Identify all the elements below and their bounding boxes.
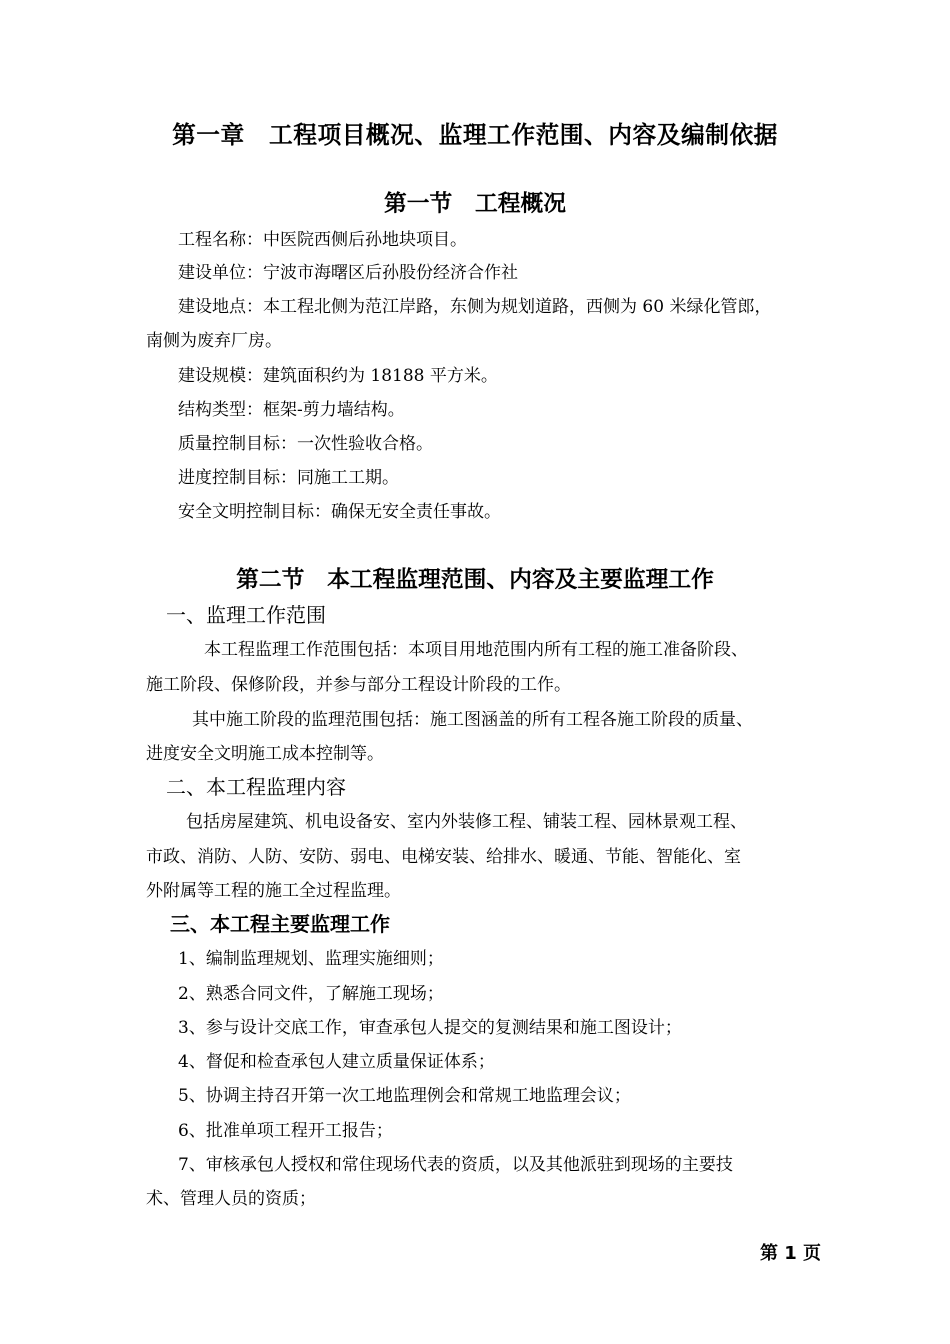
scale-line: 建设规模：建筑面积约为 18188 平方米。 [178,366,498,386]
main-work-item: 5、协调主持召开第一次工地监理例会和常规工地监理会议； [178,1086,631,1106]
section-1-title: 第一节 工程概况 [384,191,566,217]
scope-line: 进度安全文明施工成本控制等。 [146,744,384,764]
location-line: 建设地点：本工程北侧为范江岸路，东侧为规划道路，西侧为 60 米绿化管郎， [178,297,772,317]
main-work-item: 2、熟悉合同文件，了解施工现场； [178,984,444,1004]
scope-line: 施工阶段、保修阶段，并参与部分工程设计阶段的工作。 [146,675,571,695]
project-name-line: 工程名称：中医院西侧后孙地块项目。 [178,230,467,250]
content-heading: 二、本工程监理内容 [166,775,346,799]
schedule-target-line: 进度控制目标：同施工工期。 [178,468,399,488]
scope-line: 其中施工阶段的监理范围包括：施工图涵盖的所有工程各施工阶段的质量、 [192,710,753,730]
scope-heading: 一、监理工作范围 [166,603,326,627]
quality-target-line: 质量控制目标：一次性验收合格。 [178,434,433,454]
main-work-item: 4、督促和检查承包人建立质量保证体系； [178,1052,495,1072]
structure-line: 结构类型：框架-剪力墙结构。 [178,400,405,420]
main-work-item: 1、编制监理规划、监理实施细则； [178,949,444,969]
main-work-item: 6、批准单项工程开工报告； [178,1121,393,1141]
main-work-item-cont: 术、管理人员的资质； [146,1189,316,1209]
content-line: 市政、消防、人防、安防、弱电、电梯安装、给排水、暖通、节能、智能化、室 [146,847,741,867]
chapter-title: 第一章 工程项目概况、监理工作范围、内容及编制依据 [172,121,778,149]
main-work-item: 7、审核承包人授权和常住现场代表的资质，以及其他派驻到现场的主要技 [178,1155,733,1175]
client-line: 建设单位：宁波市海曙区后孙股份经济合作社 [178,263,518,283]
main-work-item: 3、参与设计交底工作，审查承包人提交的复测结果和施工图设计； [178,1018,682,1038]
location-line-cont: 南侧为废弃厂房。 [146,331,282,351]
safety-target-line: 安全文明控制目标：确保无安全责任事故。 [178,502,501,522]
page-number: 第 1 页 [760,1243,822,1264]
content-line: 包括房屋建筑、机电设备安、室内外装修工程、铺装工程、园林景观工程、 [186,812,747,832]
main-work-heading: 三、本工程主要监理工作 [170,912,390,936]
section-2-title: 第二节 本工程监理范围、内容及主要监理工作 [236,567,714,593]
scope-line: 本工程监理工作范围包括：本项目用地范围内所有工程的施工准备阶段、 [204,640,748,660]
content-line: 外附属等工程的施工全过程监理。 [146,881,401,901]
